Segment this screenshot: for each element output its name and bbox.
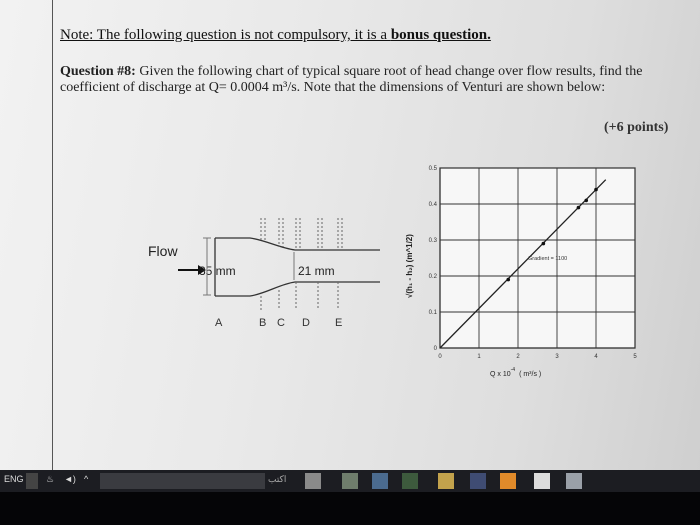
- x-axis-label: [490, 367, 541, 378]
- app-icon-3[interactable]: [438, 473, 454, 489]
- y-tick-label: 0: [433, 346, 437, 352]
- question-label: Question #8:: [60, 64, 136, 79]
- inlet-dimension: 35 mm: [199, 264, 236, 278]
- station-b-label: B: [259, 317, 267, 329]
- search-placeholder: اكتب: [268, 474, 287, 484]
- note-bold: bonus question.: [390, 27, 491, 43]
- x-ticks: [438, 354, 637, 360]
- taskbar: [0, 470, 700, 492]
- y-tick-label: 0.4: [428, 202, 437, 208]
- data-point: [542, 242, 546, 246]
- calculator-icon[interactable]: [305, 473, 321, 489]
- x-tick-label: 5: [633, 354, 637, 360]
- head-vs-flow-chart: [398, 148, 643, 388]
- language-indicator[interactable]: ENG: [4, 474, 24, 484]
- station-c-label: C: [277, 317, 285, 329]
- y-tick-label: 0.5: [428, 166, 437, 172]
- station-a-label: A: [215, 317, 223, 329]
- station-e-label: E: [335, 317, 343, 329]
- network-icon[interactable]: ♨: [46, 474, 55, 484]
- keyboard-icon[interactable]: [26, 473, 38, 489]
- store-icon[interactable]: [500, 473, 516, 489]
- x-tick-label: 4: [594, 354, 598, 360]
- station-d-label: D: [302, 317, 310, 329]
- app-icon-4[interactable]: [470, 473, 486, 489]
- x-tick-label: 3: [555, 354, 559, 360]
- points-label: (+6 points): [604, 120, 669, 135]
- volume-icon[interactable]: ◄): [64, 474, 76, 484]
- x-axis-label-unit: ( m³/s ): [519, 371, 542, 378]
- app-icon-2[interactable]: [402, 473, 418, 489]
- gradient-annotation: Gradient = 1100: [528, 256, 568, 262]
- note-prefix: Note: The following question is not compulsory, it is a: [60, 27, 391, 43]
- data-point: [594, 188, 598, 192]
- task-view-icon[interactable]: [566, 473, 582, 489]
- chevron-up-icon[interactable]: ^: [84, 474, 89, 484]
- question-text: Given the following chart of typical square root of head change over flow results, find the coefficient of discharge at Q= 0.0004 m³/s. Note that the dimensions of Venturi are shown below:: [60, 64, 643, 95]
- y-tick-label: 0.3: [428, 238, 437, 244]
- x-tick-label: 0: [438, 354, 442, 360]
- throat-dimension: 21 mm: [298, 264, 335, 278]
- y-tick-label: 0.2: [428, 274, 437, 280]
- data-point: [584, 199, 588, 203]
- y-ticks: [429, 166, 438, 352]
- x-axis-label-exp: -4: [510, 367, 516, 373]
- x-axis-label-main: Q x 10: [490, 371, 511, 378]
- question-paragraph: [60, 64, 680, 96]
- y-tick-label: 0.1: [428, 310, 437, 316]
- app-icon-1[interactable]: [372, 473, 388, 489]
- file-explorer-icon[interactable]: [534, 473, 550, 489]
- y-axis-label: √(h₁ - h₂) (m^1/2): [405, 234, 414, 298]
- search-box[interactable]: [100, 473, 265, 489]
- data-point: [577, 206, 581, 210]
- flow-label: Flow: [148, 243, 178, 259]
- spreadsheet-icon[interactable]: [342, 473, 358, 489]
- data-point: [506, 278, 510, 282]
- note-line: [60, 27, 491, 44]
- page-margin-line: [52, 0, 53, 480]
- venturi-diagram: [120, 200, 390, 340]
- x-tick-label: 1: [477, 354, 481, 360]
- x-tick-label: 2: [516, 354, 520, 360]
- monitor-bezel: [0, 492, 700, 525]
